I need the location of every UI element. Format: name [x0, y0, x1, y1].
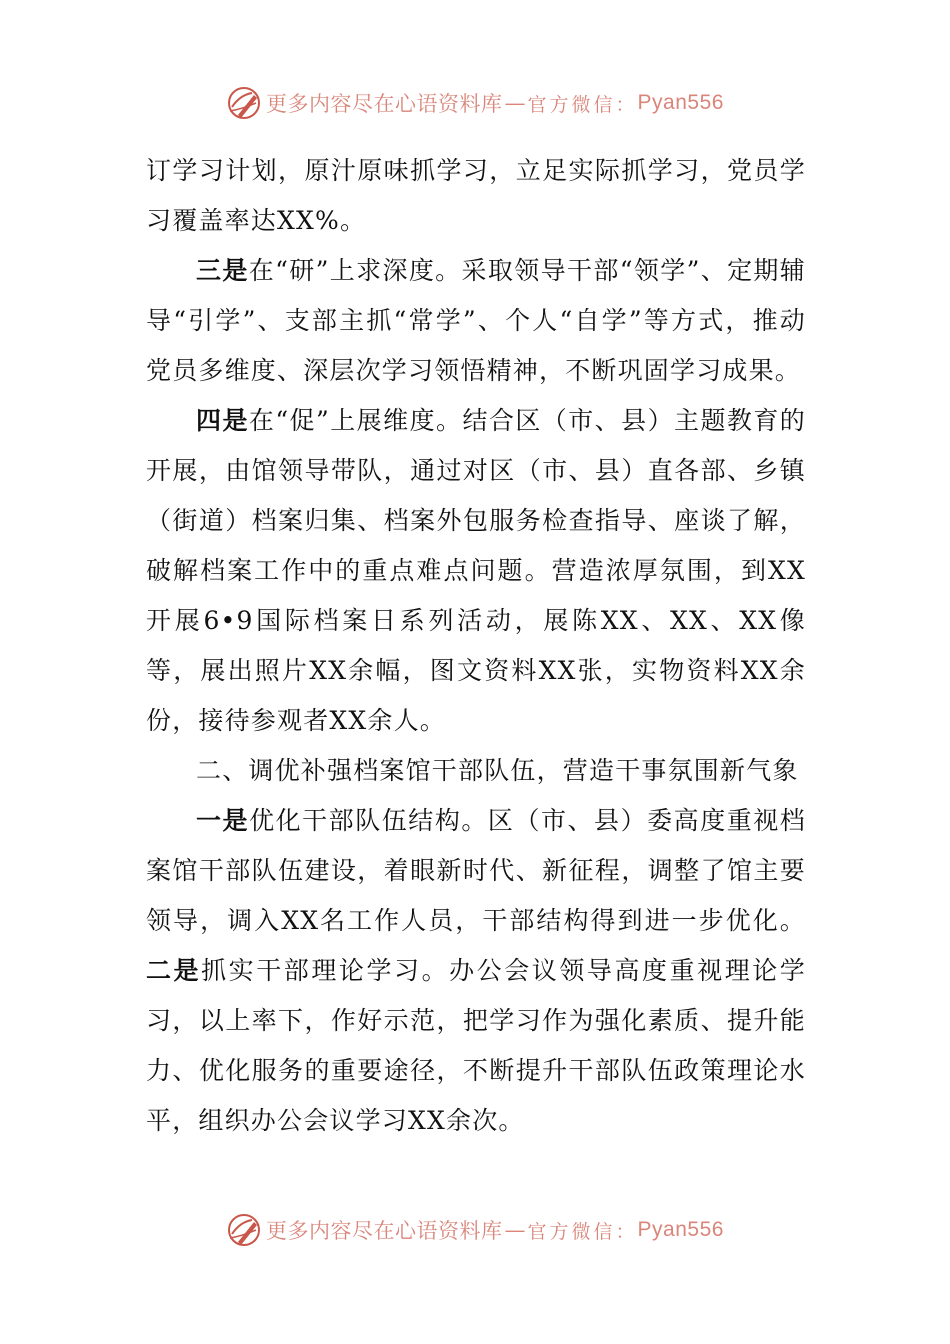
paragraph-2: [146, 246, 806, 396]
watermark-text: 更多内容尽在心语资料库: [266, 92, 503, 116]
paragraph-3-text: 在“促”上展维度。结合区（市、县）主题教育的开展，由馆领导带队，通过对区（市、县）直各部、乡镇（街道）档案归集、档案外包服务检查指导、座谈了解，破解档案工作中的重点难点问题。营造浓厚氛围，到XX开展6•9国际档案日系列活动，展陈XX、XX、XX像等，展出照片XX余幅，图文资料XX张，实物资料XX余份，接待参观者XX余人。: [146, 406, 806, 735]
document-body: [146, 146, 806, 1146]
watermark-separator: —: [504, 1218, 526, 1242]
paragraph-1-text: 订学习计划，原汁原味抓学习，立足实际抓学习，党员学习覆盖率达XX%。: [146, 156, 806, 235]
paragraph-3-lead: 四是: [196, 406, 249, 435]
watermark-separator: —: [504, 91, 526, 115]
watermark-id: Pyan556: [637, 1218, 724, 1241]
section-heading: 二、调优补强档案馆干部队伍，营造干事氛围新气象: [196, 756, 799, 785]
paragraph-4-lead-1: 一是: [196, 806, 250, 835]
pen-logo-icon: [226, 1212, 262, 1248]
watermark-header: [0, 83, 950, 123]
paragraph-4-lead-2: 二是: [146, 956, 202, 985]
paragraph-4-text-2: 抓实干部理论学习。办公会议领导高度重视理论学习，以上率下，作好示范，把学习作为强化素质、提升能力、优化服务的重要途径，不断提升干部队伍政策理论水平，组织办公会议学习XX余次。: [146, 956, 807, 1135]
watermark-footer: [0, 1210, 950, 1250]
pen-logo-icon: [226, 85, 262, 121]
paragraph-1: [146, 146, 806, 246]
paragraph-2-text: 在“研”上求深度。采取领导干部“领学”、定期辅导“引学”、支部主抓“常学”、个人“自学”等方式，推动党员多维度、深层次学习领悟精神，不断巩固学习成果。: [146, 256, 806, 385]
paragraph-3: [146, 396, 806, 746]
paragraph-4: [146, 796, 806, 1146]
watermark-id: Pyan556: [637, 91, 724, 114]
paragraph-4-text-1: 优化干部队伍结构。区（市、县）委高度重视档案馆干部队伍建设，着眼新时代、新征程，调整了馆主要领导，调入XX名工作人员，干部结构得到进一步优化。: [146, 806, 806, 935]
watermark-label: 官方微信：: [527, 1220, 638, 1243]
watermark-text: 更多内容尽在心语资料库: [266, 1219, 503, 1243]
watermark-label: 官方微信：: [527, 93, 638, 116]
paragraph-2-lead: 三是: [196, 256, 249, 285]
